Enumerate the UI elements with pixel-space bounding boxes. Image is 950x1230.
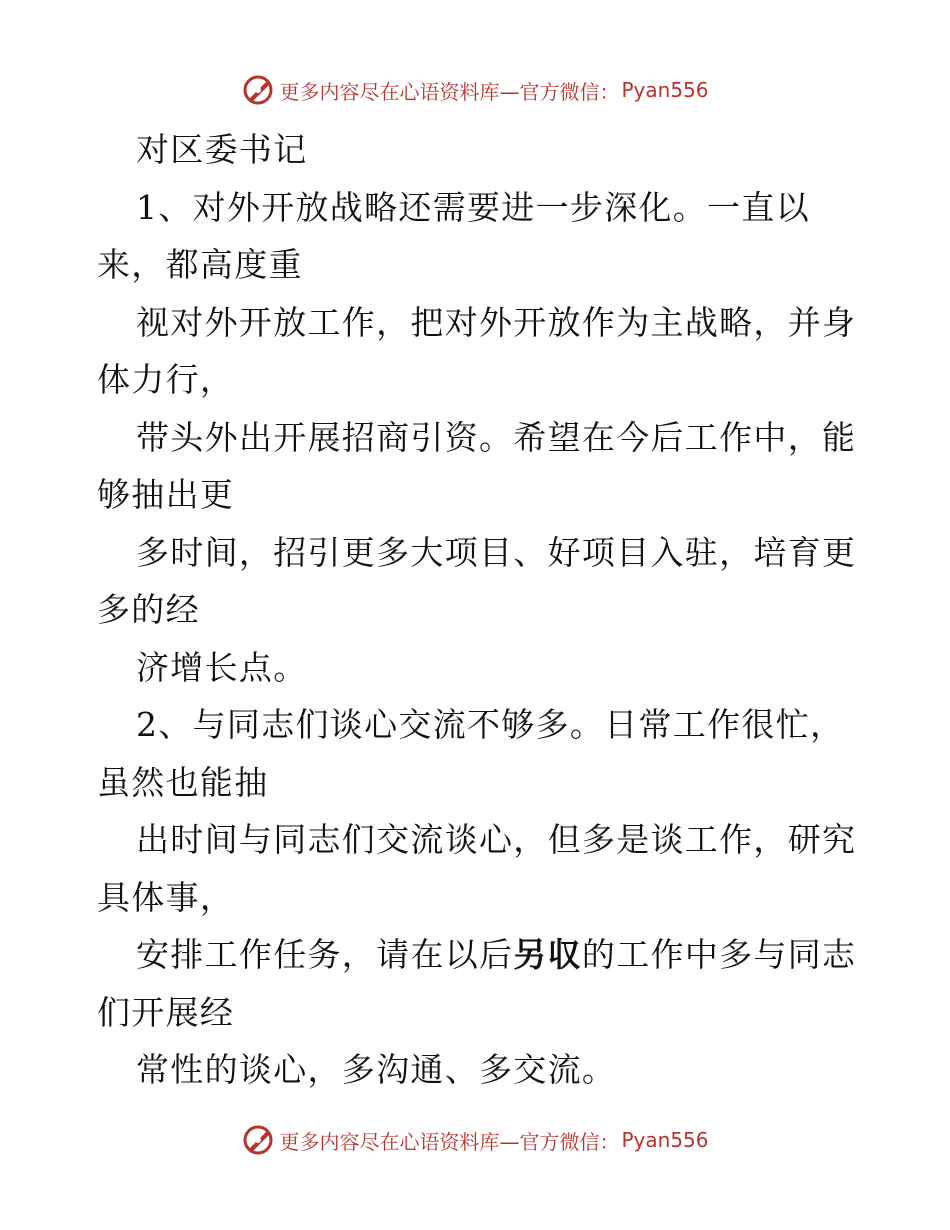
paragraph-title: 对区委书记	[136, 130, 308, 169]
footer-watermark	[0, 1120, 950, 1160]
paragraph-item-2-line-4: 常性的谈心，多沟通、多交流。	[136, 1050, 617, 1089]
watermark-text: 更多内容尽在心语资料库—官方微信：	[279, 79, 620, 104]
paragraph-item-1-line-3: 带头外出开展招商引资。希望在今后工作中，能够抽出更	[97, 417, 857, 514]
pen-logo-icon	[241, 1123, 275, 1157]
document-body	[97, 121, 867, 1099]
paragraph-item-2-line-2: 出时间与同志们交流谈心，但多是谈工作，研究具体事，	[97, 820, 857, 917]
text-run: 安排工作任务，请在以后	[136, 935, 514, 974]
watermark-text: 更多内容尽在心语资料库—官方微信：	[279, 1129, 620, 1154]
emphasized-text: 另収	[513, 935, 582, 974]
paragraph-item-1-line-2: 视对外开放工作，把对外开放作为主战略，并身体力行，	[97, 302, 857, 399]
header-watermark	[0, 70, 950, 110]
paragraph-item-1-line-1: 1、对外开放战略还需要进一步深化。一直以来，都高度重	[97, 187, 810, 284]
text-run: 的工作中多与同志们开展经	[97, 935, 857, 1032]
paragraph-item-2-line-1: 2、与同志们谈心交流不够多。日常工作很忙，虽然也能抽	[97, 705, 845, 802]
pen-logo-icon	[241, 73, 275, 107]
paragraph-item-2-line-3	[97, 926, 867, 1041]
wechat-handle: Pyan556	[621, 78, 709, 102]
paragraph-item-1-line-4: 多时间，招引更多大项目、好项目入驻，培育更多的经	[97, 532, 857, 629]
wechat-handle: Pyan556	[621, 1128, 709, 1152]
paragraph-item-1-line-5: 济增长点。	[136, 647, 308, 687]
